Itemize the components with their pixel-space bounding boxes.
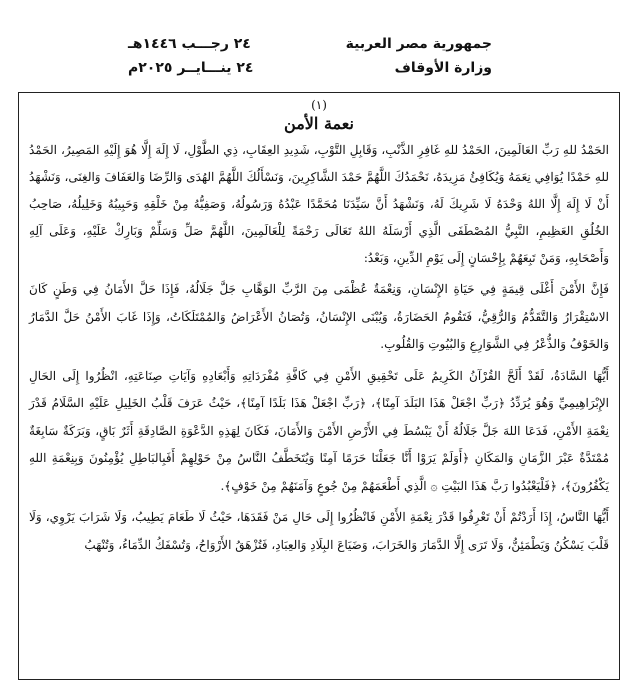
document-header [0,0,640,88]
sermon-paragraph: الحَمْدُ للهِ رَبِّ العَالَمِينَ، الحَمْدُ للهِ غَافِرِ الذَّنْبِ، وَقَابِلِ التَّوْبِ، شَدِيدِ العِقَابِ، ذِي الطَّوْلِ، لَا إِلَهَ إِلَّا هُوَ إِلَيْهِ المَصِيرُ، الحَمْدُ للهِ حَمْدًا يُوَافِي نِعَمَهُ وَيُكَافِئُ مَزِيدَهُ، نَحْمَدُكَ اللَّهُمَّ حَمْدَ الشَّاكِرِينَ، وَنَسْأَلُكَ اللَّهُمَّ الهُدَى وَالرِّضَا وَالعَفَافَ وَالغِنَى، وَنَشْهَدُ أَنْ لَا إِلَهَ إِلَّا اللهُ وَحْدَهُ لَا شَرِيكَ لَهُ، وَنَشْهَدُ أَنَّ سَيِّدَنَا مُحَمَّدًا عَبْدُهُ وَرَسُولُهُ، وَصَفِيُّهُ مِنْ خَلْقِهِ وَحَبِيبُهُ وَخَلِيلُهُ، صَاحِبُ الخُلُقِ العَظِيمِ، النَّبِيُّ المُصْطَفَى الَّذِي أَرْسَلَهُ اللهُ تَعَالَى رَحْمَةً لِلْعَالَمِينَ، اللَّهُمَّ صَلِّ وَسَلِّمْ وَبَارِكْ عَلَيْهِ، وَعَلَى آلِهِ وَأَصْحَابِهِ، وَمَنْ تَبِعَهُمْ بِإِحْسَانٍ إِلَى يَوْمِ الدِّينِ، وَبَعْدُ: [29,143,609,265]
sermon-number: (١) [311,98,327,112]
sermon-paragraph: أَيُّهَا النَّاسُ، إِذَا أَرَدْتُمْ أَنْ تَعْرِفُوا قَدْرَ نِعْمَةِ الأَمْنِ فَانْظُرُوا إِلَى حَالِ مَنْ فَقَدَهَا، حَيْثُ لَا طَعَامَ يَطِيبُ، وَلَا شَرَابَ يَرْوِي، وَلَا قَلْبَ يَسْكُنُ وَيَطْمَئِنُّ، وَلَا تَرَى إِلَّا الدَّمَارَ وَالخَرَابَ، وَضَيَاعَ البِلَادِ وَالعِبَادِ، فَتُزْهَقُ الأَرْوَاحُ، وَتُسْفَكُ الدِّمَاءُ، وَتُنْهَبُ [29,510,609,552]
sermon-title: نعمة الأمن [284,114,354,133]
country-name: جمهورية مصر العربية [345,36,492,52]
sermon-frame [18,92,620,680]
sermon-paragraph: أَيُّهَا السَّادَةُ، لَقَدْ أَلَحَّ القُرْآنُ الكَرِيمُ عَلَى تَحْقِيقِ الأَمْنِ فِي كَافَّةِ مُفْرَدَاتِهِ وَأَبْعَادِهِ وَآيَاتِ صِنَاعَتِهِ، انْظُرُوا إِلَى الحَالِ الإِبْرَاهِيمِيِّ وَهُوَ يُرَدِّدُ ﴿رَبِّ اجْعَلْ هَذَا البَلَدَ آمِنًا﴾، ﴿رَبِّ اجْعَلْ هَذَا بَلَدًا آمِنًا﴾، حَيْثُ عَرَفَ قَلْبُ الخَلِيلِ عَلَيْهِ السَّلَامُ قَدْرَ نِعْمَةِ الأَمْنِ، فَدَعَا اللهَ جَلَّ جَلَالُهُ أَنْ يَبْسُطَ فِي الأَرْضِ الأَمْنَ وَالأَمَانَ، فَكَانَ لِهَذِهِ الدَّعْوَةِ الصَّادِقَةِ أَثَرٌ بَاقٍ، وَبَرَكَةٌ سَابِغَةٌ مُمْتَدَّةٌ عَبْرَ الزَّمَانِ وَالمَكَانِ ﴿أَوَلَمْ يَرَوْا أَنَّا جَعَلْنَا حَرَمًا آمِنًا وَيُتَخَطَّفُ النَّاسُ مِنْ حَوْلِهِمْ أَفَبِالبَاطِلِ يُؤْمِنُونَ وَبِنِعْمَةِ اللهِ يَكْفُرُونَ﴾، ﴿فَلْيَعْبُدُوا رَبَّ هَذَا البَيْتِ ۞ الَّذِي أَطْعَمَهُمْ مِنْ جُوعٍ وَآمَنَهُمْ مِنْ خَوْفٍ﴾. [29,368,609,493]
sermon-paragraph: فَإِنَّ الأَمْنَ أَغْلَى قِيمَةٍ فِي حَيَاةِ الإِنْسَانِ، وَنِعْمَةٌ عُظْمَى مِنَ الرَّبِّ الوَهَّابِ جَلَّ جَلَالُهُ، فَإِذَا حَلَّ الأَمَانُ فِي وَطَنٍ كَانَ الاسْتِقْرَارُ وَالتَّقَدُّمُ وَالرُّقِيُّ، فَتَقُومُ الحَضَارَةُ، وَيُبْنَى الإِنْسَانُ، وَتُصَانُ الأَعْرَاضُ وَالمُمْتَلَكَاتُ، وَإِذَا غَابَ الأَمْنُ حَلَّ الدَّمَارُ وَالخَوْفُ وَالذُّعْرُ فِي الشَّوَارِعِ وَالبُيُوتِ وَالقُلُوبِ. [29,282,609,351]
gregorian-date: ٢٤ ينـــايــر ٢٠٢٥م [128,60,254,76]
ministry-name: وزارة الأوقاف [394,60,492,76]
hijri-date: ٢٤ رجـــب ١٤٤٦هـ [128,36,251,52]
